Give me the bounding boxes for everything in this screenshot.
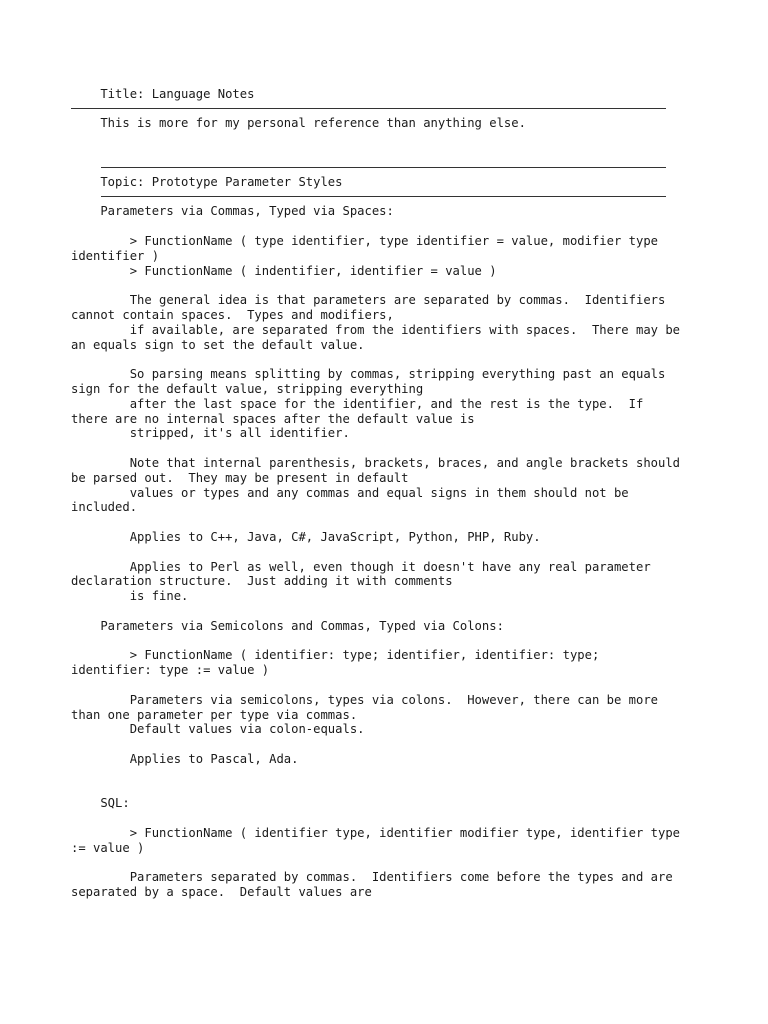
divider bbox=[101, 196, 666, 197]
spacer bbox=[71, 737, 701, 752]
section-body-sql bbox=[71, 826, 701, 900]
text-line: declaration structure. Just adding it with comments bbox=[71, 574, 453, 589]
text-line: > FunctionName ( indentifier, identifier = value ) bbox=[71, 263, 497, 278]
spacer bbox=[71, 782, 701, 797]
text-line: So parsing means splitting by commas, stripping everything past an equals bbox=[71, 367, 666, 382]
text-line: The general idea is that parameters are separated by commas. Identifiers bbox=[71, 293, 666, 308]
text-line: Parameters via semicolons, types via colons. However, there can be more bbox=[71, 692, 658, 707]
section-body-commas bbox=[71, 234, 701, 604]
text-line: be parsed out. They may be present in default bbox=[71, 470, 409, 485]
text-line: identifier ) bbox=[71, 248, 160, 263]
document-page bbox=[71, 87, 701, 900]
spacer bbox=[71, 545, 701, 560]
text-line: Applies to Pascal, Ada. bbox=[71, 751, 299, 766]
text-line: after the last space for the identifier, and the rest is the type. If bbox=[71, 396, 644, 411]
text-line: cannot contain spaces. Types and modifiers, bbox=[71, 308, 394, 323]
spacer bbox=[71, 352, 701, 367]
text-line: values or types and any commas and equal signs in them should not be bbox=[71, 485, 629, 500]
text-line: Parameters separated by commas. Identifiers come before the types and are bbox=[71, 870, 673, 885]
spacer bbox=[71, 146, 701, 161]
text-line: Note that internal parenthesis, brackets, braces, and angle brackets should bbox=[71, 456, 681, 471]
intro-text: This is more for my personal reference than anything else. bbox=[71, 116, 526, 131]
divider bbox=[101, 167, 666, 168]
text-line: is fine. bbox=[71, 589, 189, 604]
spacer bbox=[71, 856, 701, 871]
spacer bbox=[71, 278, 701, 293]
spacer bbox=[71, 634, 701, 649]
section-heading-commas: Parameters via Commas, Typed via Spaces: bbox=[71, 204, 394, 219]
spacer bbox=[71, 441, 701, 456]
text-line: there are no internal spaces after the default value is bbox=[71, 411, 475, 426]
spacer bbox=[71, 515, 701, 530]
text-line: sign for the default value, stripping everything bbox=[71, 382, 424, 397]
text-line: an equals sign to set the default value. bbox=[71, 337, 365, 352]
section-heading-semicolons: Parameters via Semicolons and Commas, Typed via Colons: bbox=[71, 618, 504, 633]
spacer bbox=[71, 811, 701, 826]
spacer bbox=[71, 604, 701, 619]
text-line: Applies to Perl as well, even though it doesn't have any real parameter bbox=[71, 559, 651, 574]
text-line: identifier: type := value ) bbox=[71, 663, 270, 678]
text-line: stripped, it's all identifier. bbox=[71, 426, 350, 441]
spacer bbox=[71, 767, 701, 782]
text-line: > FunctionName ( identifier: type; identifier, identifier: type; bbox=[71, 648, 600, 663]
text-line: > FunctionName ( identifier type, identifier modifier type, identifier type bbox=[71, 825, 681, 840]
section-body-semicolons bbox=[71, 648, 701, 766]
page-title: Title: Language Notes bbox=[71, 87, 255, 101]
text-line: > FunctionName ( type identifier, type identifier = value, modifier type bbox=[71, 234, 658, 249]
spacer bbox=[71, 219, 701, 234]
topic-heading: Topic: Prototype Parameter Styles bbox=[71, 175, 343, 190]
text-line: separated by a space. Default values are bbox=[71, 885, 372, 900]
spacer bbox=[71, 131, 701, 146]
text-line: if available, are separated from the identifiers with spaces. There may be bbox=[71, 322, 681, 337]
section-heading-sql: SQL: bbox=[71, 796, 130, 811]
text-line: than one parameter per type via commas. bbox=[71, 707, 358, 722]
spacer bbox=[71, 678, 701, 693]
text-line: Default values via colon-equals. bbox=[71, 722, 365, 737]
divider bbox=[71, 108, 666, 109]
text-line: := value ) bbox=[71, 840, 145, 855]
text-line: included. bbox=[71, 500, 138, 515]
text-line: Applies to C++, Java, C#, JavaScript, Python, PHP, Ruby. bbox=[71, 530, 541, 545]
